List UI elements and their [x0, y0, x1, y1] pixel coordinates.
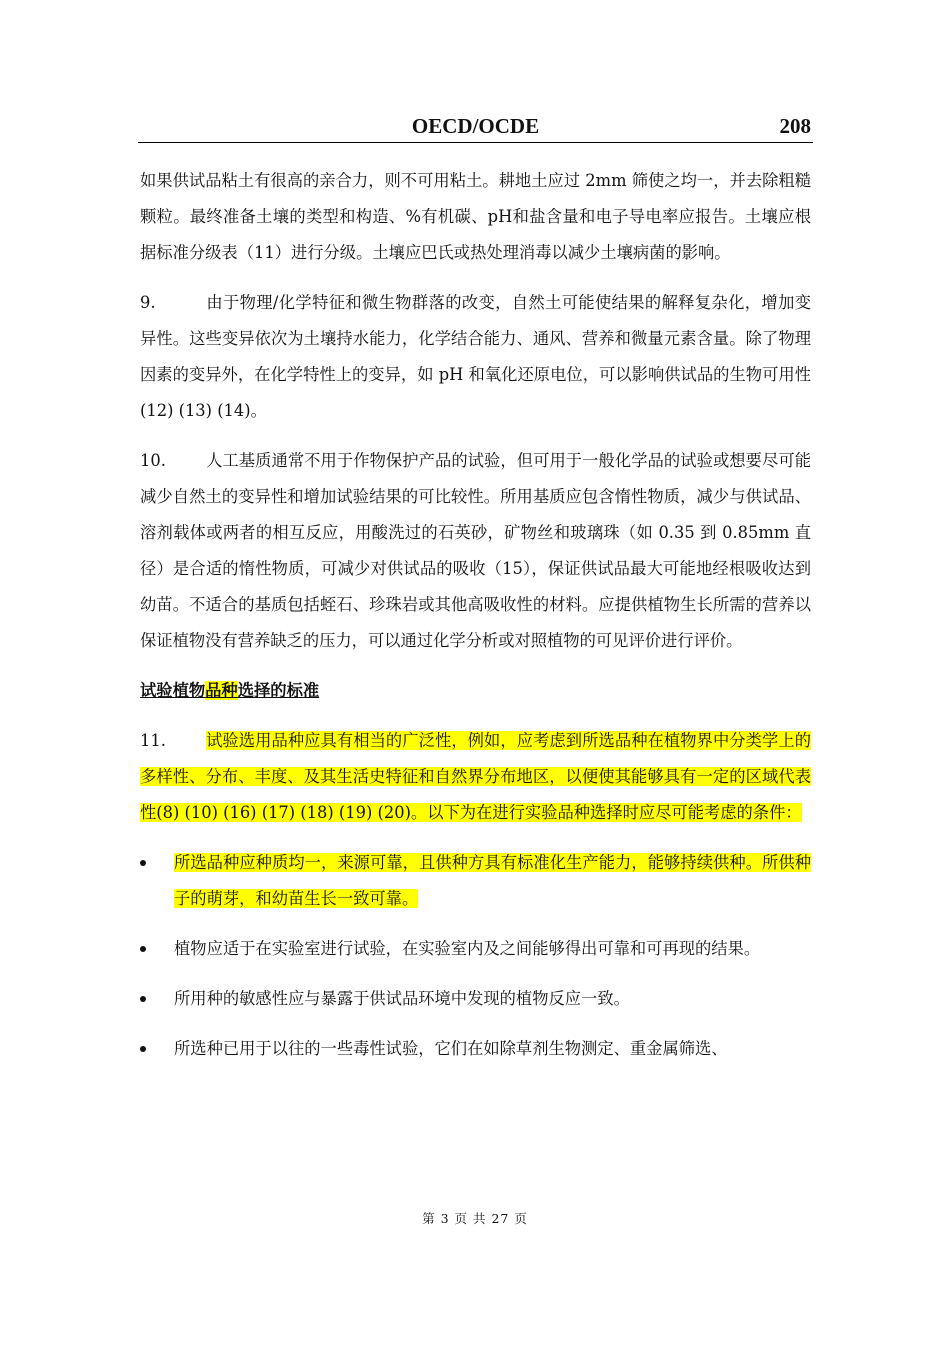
list-item [140, 981, 811, 1017]
list-item-text: 植物应适于在实验室进行试验，在实验室内及之间能够得出可靠和可再现的结果。 [174, 939, 761, 958]
heading-part: 试验植物 [140, 681, 206, 700]
heading-part: 选择的标准 [237, 681, 320, 700]
bullet-icon [140, 860, 146, 866]
document-title: OECD/OCDE [411, 114, 540, 138]
list-item-text: 所选品种应种质均一，来源可靠，且供种方具有标准化生产能力，能够持续供种。所供种子的萌芽，和幼苗生长一致可靠。 [174, 853, 811, 908]
paragraph-text: 人工基质通常不用于作物保护产品的试验，但可用于一般化学品的试验或想要尽可能减少自然土的变异性和增加试验结果的可比较性。所用基质应包含惰性物质，减少与供试品、溶剂载体或两者的相互反应，用酸洗过的石英砂，矿物丝和玻璃珠（如 0.35 到 0.85mm 直径）是合适的惰性物质，可减少对供试品的吸收（15），保证供试品最大可能地经根吸收达到幼苗。不适合的基质包括蛭石、珍珠岩或其他高吸收性的材料。应提供植物生长所需的营养以保证植物没有营养缺乏的压力，可以通过化学分析或对照植物的可见评价进行评价。 [140, 451, 811, 650]
list-item-text: 所选种已用于以往的一些毒性试验，它们在如除草剂生物测定、重金属筛选、 [174, 1039, 728, 1058]
document-number: 208 [779, 114, 811, 138]
list-item [140, 1031, 811, 1067]
paragraph-text-highlighted: 试验选用品种应具有相当的广泛性，例如，应考虑到所选品种在植物界中分类学上的多样性、分布、丰度、及其生活史特征和自然界分布地区，以便使其能够具有一定的区域代表性(8) (10) (16) (17) (18) (19) (20)。以下为在进行实验品种选择时应尽可能考虑的条件： [140, 731, 811, 822]
paragraph-text: 由于物理/化学特征和微生物群落的改变，自然土可能使结果的解释复杂化，增加变异性。这些变异依次为土壤持水能力，化学结合能力、通风、营养和微量元素含量。除了物理因素的变异外，在化学特性上的变异，如 pH 和氧化还原电位，可以影响供试品的生物可用性(12) (13) (14)。 [140, 293, 811, 420]
paragraph-number: 10. [140, 451, 166, 470]
list-item-text: 所用种的敏感性应与暴露于供试品环境中发现的植物反应一致。 [174, 989, 630, 1008]
criteria-list [140, 845, 811, 1067]
page-footer: 第 3 页 共 27 页 [422, 1211, 528, 1226]
list-item [140, 931, 811, 967]
page-header [138, 112, 813, 143]
list-item [140, 845, 811, 917]
heading-highlighted-part: 品种 [205, 681, 238, 700]
paragraph-10 [140, 443, 811, 659]
paragraph-number: 9. [140, 293, 156, 312]
paragraph-intro: 如果供试品粘土有很高的亲合力，则不可用粘土。耕地土应过 2mm 筛使之均一，并去除粗糙颗粒。最终准备土壤的类型和构造、%有机碳、pH和盐含量和电子导电率应报告。土壤应根据标准分级表（11）进行分级。土壤应巴氏或热处理消毒以减少土壤病菌的影响。 [140, 171, 811, 262]
paragraph-number: 11. [140, 731, 166, 750]
bullet-icon [140, 996, 146, 1002]
document-body [140, 163, 811, 1081]
bullet-icon [140, 946, 146, 952]
paragraph-11 [140, 723, 811, 831]
paragraph-9 [140, 285, 811, 429]
bullet-icon [140, 1046, 146, 1052]
section-heading [140, 673, 811, 709]
